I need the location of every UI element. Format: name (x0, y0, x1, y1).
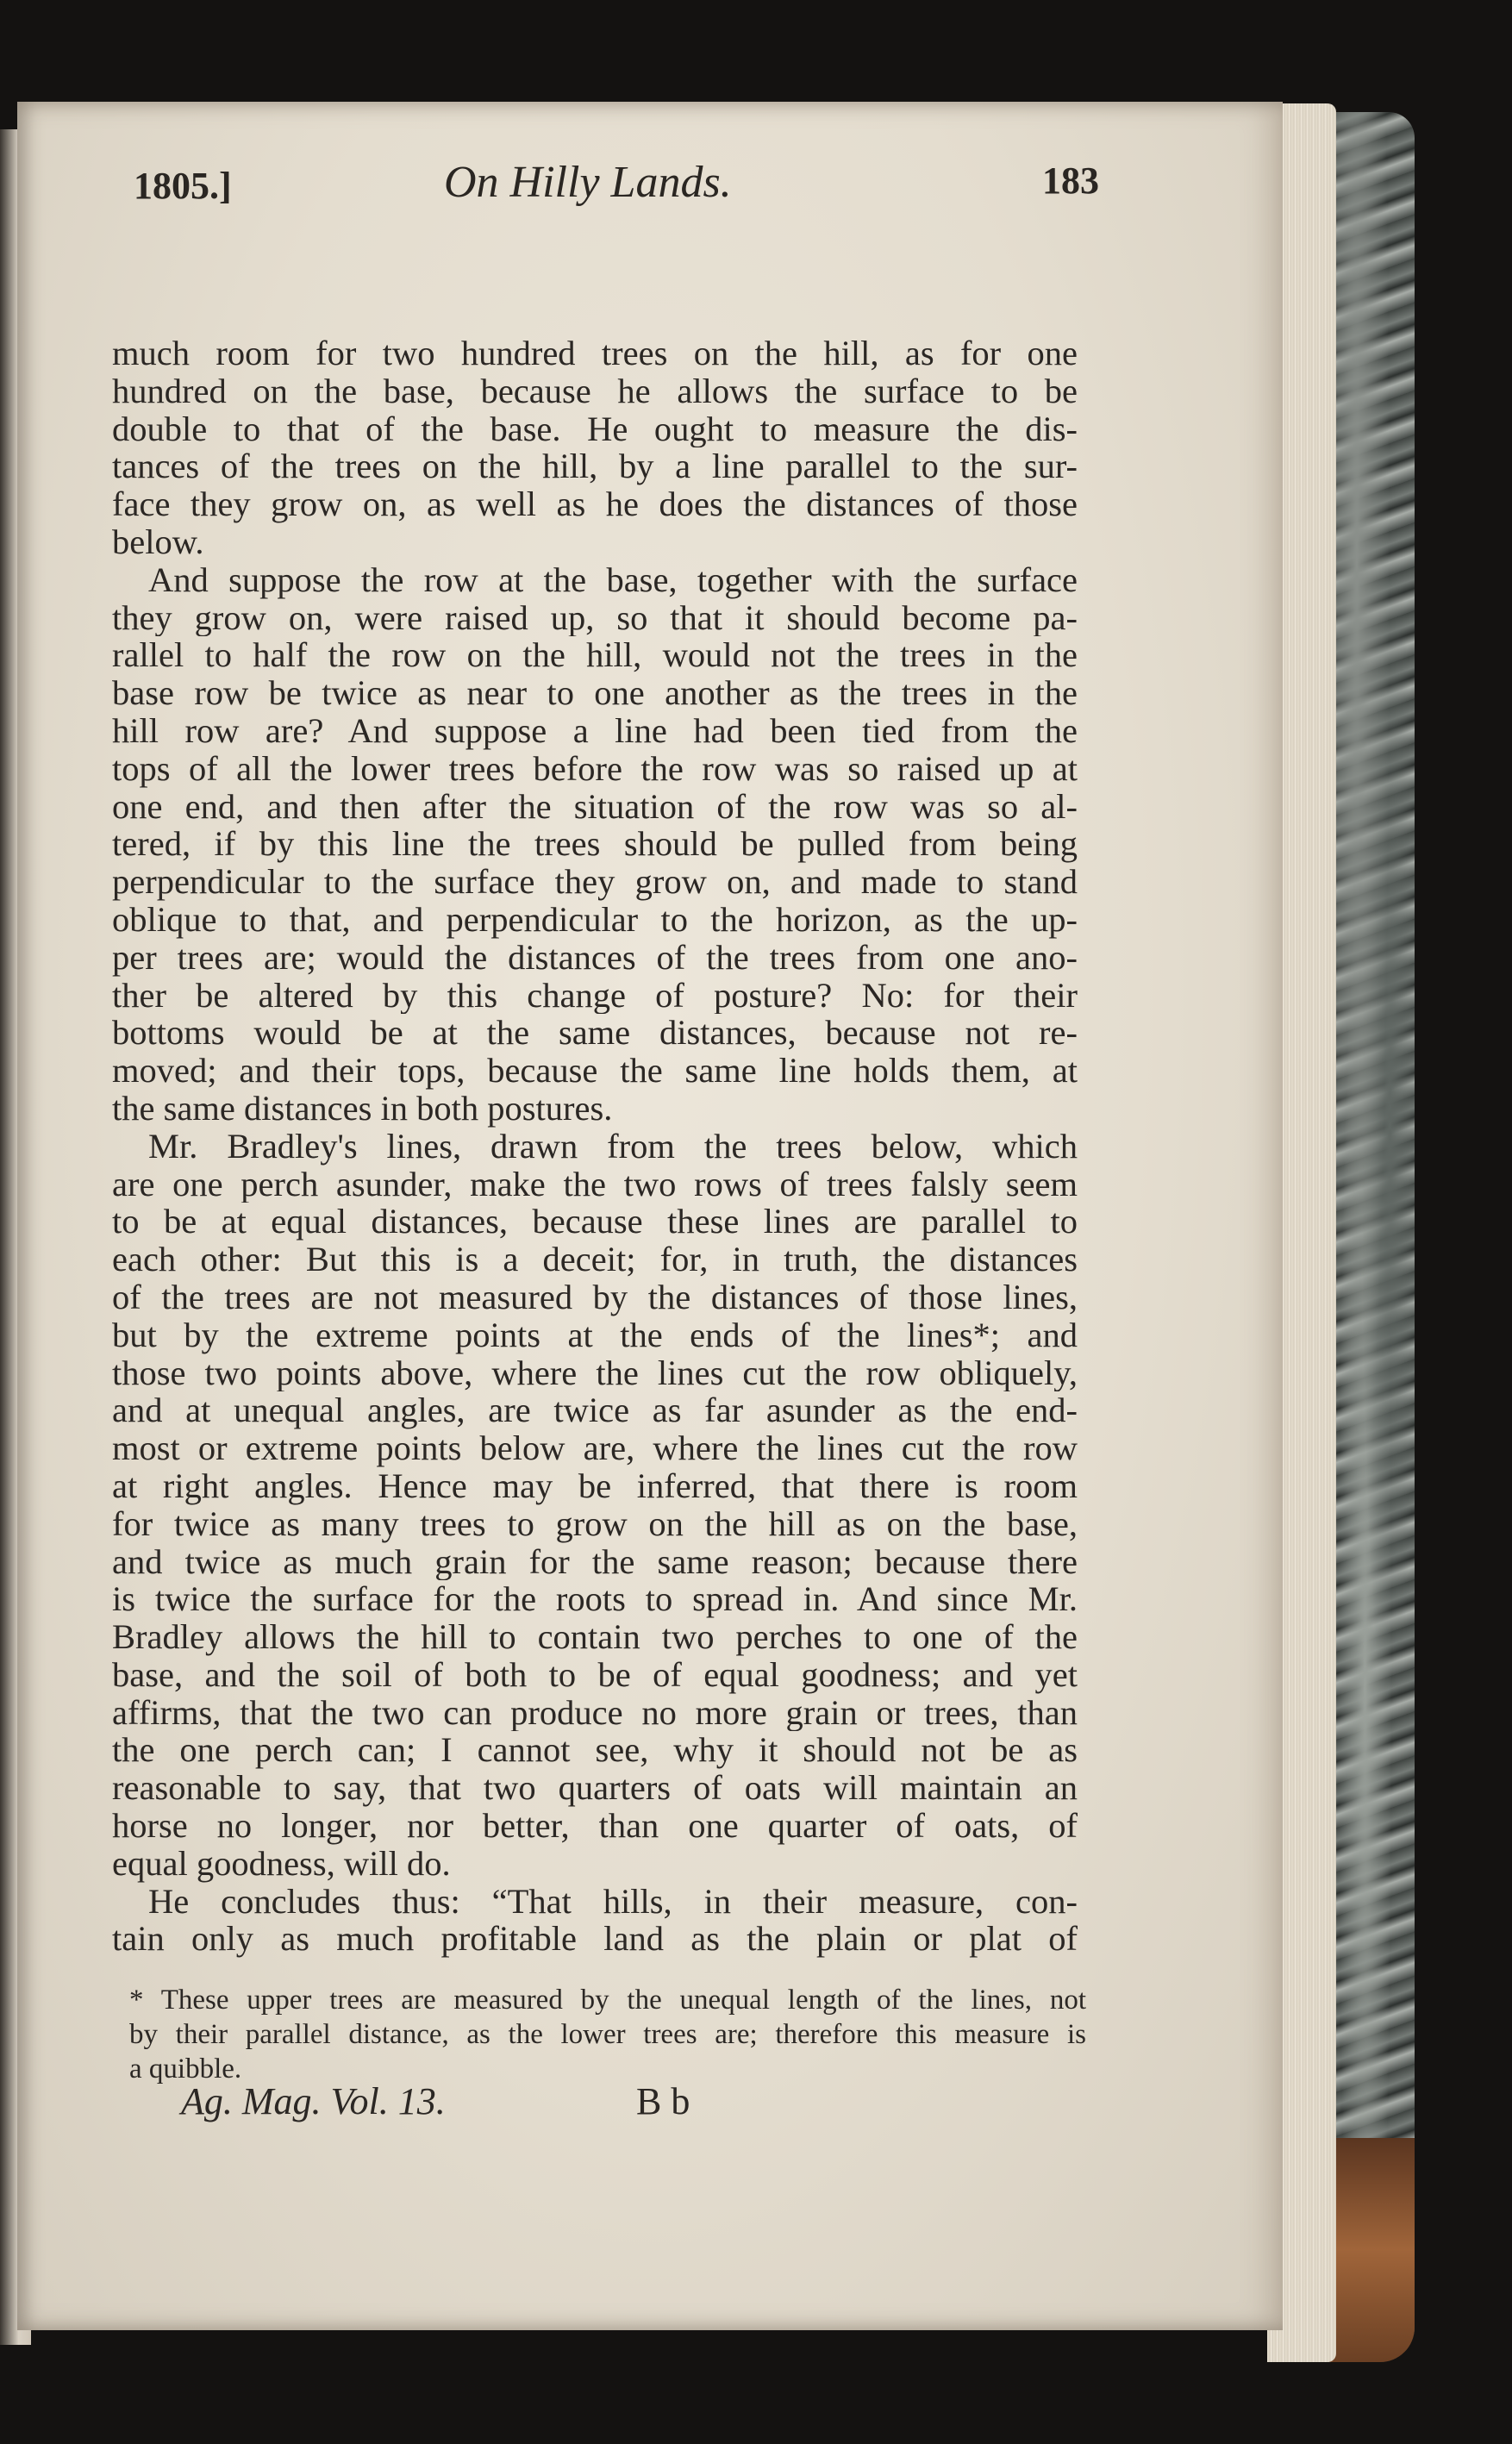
text-line: and at unequal angles, are twice as far asunder as the end- (112, 1391, 1078, 1430)
text-line: He concludes thus: “That hills, in their measure, con- (148, 1882, 1078, 1921)
text-line: equal goodness, will do. (112, 1844, 451, 1883)
body-text (112, 334, 1078, 1958)
text-line: base row be twice as near to one another as the trees in the (112, 674, 1078, 712)
text-line: oblique to that, and perpendicular to the horizon, as the up- (112, 900, 1078, 939)
text-line: those two points above, where the lines cut the row obliquely, (112, 1353, 1078, 1392)
text-line: they grow on, were raised up, so that it should become pa- (112, 598, 1078, 637)
text-line: moved; and their tops, because the same line holds them, at (112, 1052, 1078, 1090)
text-line: double to that of the base. He ought to measure the dis- (112, 409, 1078, 448)
text-line: but by the extreme points at the ends of the lines*; and (112, 1316, 1078, 1354)
text-line: is twice the surface for the roots to spread in. And since Mr. (112, 1580, 1078, 1619)
text-line: below. (112, 522, 204, 561)
text-line: And suppose the row at the base, together with the surface (148, 560, 1078, 599)
text-line: and twice as much grain for the same reason; because there (112, 1542, 1078, 1581)
text-line: Mr. Bradley's lines, drawn from the trees below, which (148, 1127, 1078, 1166)
running-head-title: On Hilly Lands. (444, 158, 732, 207)
text-line: at right angles. Hence may be inferred, that there is room (112, 1466, 1078, 1505)
text-line: affirms, that the two can produce no more grain or trees, than (112, 1693, 1078, 1732)
footnote-line: * These upper trees are measured by the unequal length of the lines, not (129, 1985, 1086, 2016)
running-head (134, 158, 1099, 233)
text-line: the same distances in both postures. (112, 1089, 613, 1128)
text-line: hill row are? And suppose a line had been tied from the (112, 711, 1078, 750)
text-line: face they grow on, as well as he does the distances of those (112, 485, 1078, 523)
footnote (129, 1983, 1086, 2086)
footnote-line: a quibble. (129, 2053, 242, 2085)
text-line: perpendicular to the surface they grow on, and made to stand (112, 863, 1078, 901)
text-line: are one perch asunder, make the two rows of trees falsly seem (112, 1165, 1078, 1203)
text-line: tances of the trees on the hill, by a line parallel to the sur- (112, 447, 1078, 486)
marbled-cover (1332, 112, 1415, 2353)
text-line: much room for two hundred trees on the hill, as for one (112, 334, 1078, 372)
page-number: 183 (1042, 159, 1099, 202)
text-line: base, and the soil of both to be of equal goodness; and yet (112, 1655, 1078, 1694)
text-line: the one perch can; I cannot see, why it should not be as (112, 1731, 1078, 1770)
text-line: tered, if by this line the trees should be pulled from being (112, 825, 1078, 864)
running-head-year: 1805.] (134, 165, 232, 207)
signature-title: Ag. Mag. Vol. 13. (181, 2080, 446, 2122)
signature-line (181, 2079, 957, 2123)
text-line: tain only as much profitable land as the plain or plat of (112, 1920, 1078, 1959)
text-line: of the trees are not measured by the distances of those lines, (112, 1278, 1078, 1316)
text-line: hundred on the base, because he allows the surface to be (112, 372, 1078, 410)
text-line: bottoms would be at the same distances, because not re- (112, 1014, 1078, 1053)
text-line: horse no longer, nor better, than one quarter of oats, of (112, 1807, 1078, 1845)
text-line: for twice as many trees to grow on the hill as on the base, (112, 1504, 1078, 1543)
text-line: ther be altered by this change of posture? No: for their (112, 976, 1078, 1015)
text-line: to be at equal distances, because these lines are parallel to (112, 1203, 1078, 1241)
footnote-line: by their parallel distance, as the lower trees are; therefore this measure is (129, 2019, 1086, 2050)
text-line: per trees are; would the distances of the trees from one ano- (112, 938, 1078, 977)
text-line: tops of all the lower trees before the row was so raised up at (112, 749, 1078, 788)
text-line: most or extreme points below are, where the lines cut the row (112, 1429, 1078, 1467)
text-line: rallel to half the row on the hill, would not the trees in the (112, 636, 1078, 675)
text-line: each other: But this is a deceit; for, in truth, the distances (112, 1241, 1078, 1278)
signature-mark: B b (636, 2080, 690, 2122)
text-line: reasonable to say, that two quarters of oats will maintain an (112, 1769, 1078, 1808)
text-line: Bradley allows the hill to contain two perches to one of the (112, 1618, 1078, 1656)
text-line: one end, and then after the situation of the row was so al- (112, 787, 1078, 826)
